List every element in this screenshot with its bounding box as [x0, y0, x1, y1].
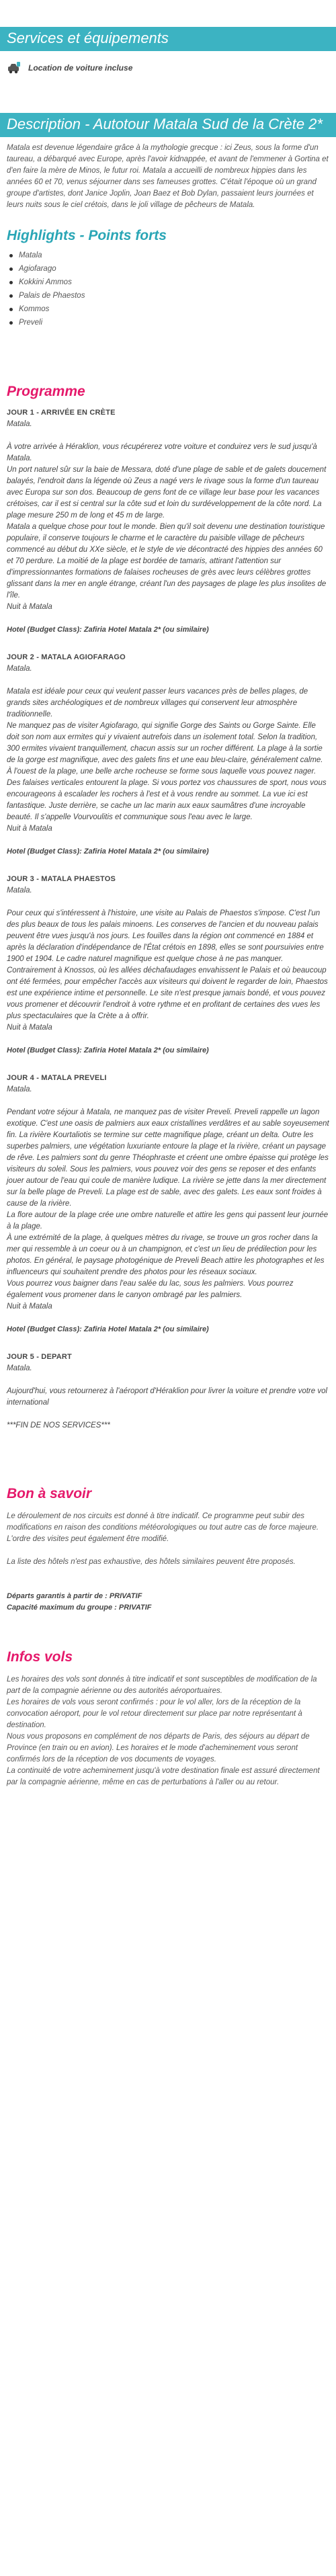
programme-title: Programme — [7, 384, 85, 399]
day-title: JOUR 5 - DEPART — [7, 1353, 72, 1361]
day-4 — [0, 1073, 336, 1335]
highlights-list — [0, 245, 336, 329]
day-5 — [0, 1352, 336, 1431]
day-location: Matala. — [7, 886, 32, 895]
group-capacity: Capacité maximum du groupe : PRIVATIF — [7, 1604, 152, 1612]
day-title: JOUR 1 - ARRIVÉE EN CRÈTE — [7, 409, 116, 417]
day-text: Pendant votre séjour à Matala, ne manquez pas de visiter Preveli. Preveli rappelle un lagon exotique. C'est une oasis de palmiers aux eaux cristallines verdâtres et au sable soyeusement fin. La rivière Kourtaliotis se termine sur cette magnifique plage, créant un delta. Outre les superbes palmiers, une végétation luxuriante entoure la plage et la rivière, créant un paysage de rêve. Les palmiers sont du genre Théophraste et créent une ombre épaisse qui protège les visiteurs du soleil. Sous les palmiers, vous pouvez voir des gens se reposer et des enfants jouer autour de l'eau qui coule de manière ludique. La rivière se jette dans la mer directement sur la belle plage de Preveli. La plage est de sable, avec des galets. Les eaux sont froides à cause de la rivière. La flore autour de la plage crée une ombre naturelle et attire les gens qui passent leur journée à la plage. À une extrémité de la plage, à quelques mètres du rivage, se trouve un gros rocher dans la mer qui ressemble à un coeur ou à un champignon, et c'est un lieu de prédilection pour les photos. En général, le paysage photogénique de Preveli Beach attire les photographes et les influenceurs qui souhaitent prendre des photos pour les réseaux sociaux. Vous pourrez vous baigner dans l'eau salée du lac, sous les palmiers. Vous pourrez également vous promener dans le canyon ombragé par les palmiers. Nuit à Matala — [7, 1108, 329, 1311]
bon-a-savoir-section — [0, 1485, 336, 1614]
list-item: Kommos — [19, 302, 329, 316]
day-text: Aujourd'hui, vous retournerez à l'aéroport d'Héraklion pour livrer la voiture et prendre votre vol international — [7, 1387, 328, 1407]
description-text: Matala est devenue légendaire grâce à la mythologie grecque : ici Zeus, sous la forme d'un taureau, a débarqué avec Europe, après l'avoir kidnappée, et avant de l'emmener à Gortina et d'en faire la mère de Minos, le futur roi. Matala a accueilli de nombreux hippies dans les années 60 et 70, venus séjourner dans ses fameuses grottes. C'était l'époque où un grand groupe d'artistes, dont Janice Joplin, Joan Baez et Bob Dylan, passaient leurs journées et leurs nuits sous le ciel crétois, dans le joli village de pêcheurs de Matala. — [7, 144, 329, 209]
day-3 — [0, 874, 336, 1056]
list-item: Palais de Phaestos — [19, 289, 329, 302]
infos-vols-title: Infos vols — [7, 1649, 73, 1665]
day-text: Pour ceux qui s'intéressent à l'histoire, une visite au Palais de Phaestos s'impose. C'est l'un des plus beaux de tous les palais minoens. Les conserves de l'ancien et du nouveau palais peuvent être vues jusqu'à nos jours. Les fouilles dans la région ont commencé en 1884 et après la déclaration d'indépendance de l'État crétois en 1898, elles se sont poursuivies entre 1900 et 1904. Le cadre naturel magnifique est quelque chose à ne pas manquer. Contrairement à Knossos, où les allées déchafaudages envahissent le Palais et où beaucoup ont été fermées, pour empêcher l'accès aux visiteurs qui doivent le regarder de loin, Phaestos est une expérience intime et personnelle. Le site n'est presque jamais bondé, et vous pouvez vous promener et découvrir l'endroit à votre rythme et en profitant de certaines des vues les plus spectaculaires que la Crète a à offrir. Nuit à Matala — [7, 909, 328, 1032]
day-hotel: Hotel (Budget Class): Zafiria Hotel Matala 2* (ou similaire) — [7, 1325, 209, 1333]
day-location: Matala. — [7, 665, 32, 673]
list-item: Matala — [19, 249, 329, 262]
list-item: Preveli — [19, 316, 329, 329]
guaranteed-departures: Départs garantis à partir de : PRIVATIF — [7, 1592, 142, 1600]
bon-a-savoir-text — [0, 1511, 336, 1568]
day-location: Matala. — [7, 1364, 32, 1372]
day-title: JOUR 2 - MATALA AGIOFARAGO — [7, 653, 126, 661]
day-location: Matala. — [7, 420, 32, 428]
day-text: Matala est idéale pour ceux qui veulent passer leurs vacances près de belles plages, de grands sites archéologiques et de nombreux villages qui conservent leur atmosphère traditionnelle. Ne manquez pas de visiter Agiofarago, qui signifie Gorge des Saints ou Gorge Sainte. Elle doit son nom aux ermites qui y vivaient autrefois dans un isolement total. Selon la tradition, 300 ermites vivaient tranquillement, chacun assis sur un rocher différent. La plage à la sortie de la gorge est magnifique, avec des galets fins et une eau bleu-claire, généralement calme. À l'ouest de la plage, une belle arche rocheuse se forme sous laquelle vous pouvez nager. Des falaises verticales entourent la plage. Si vous portez vos chaussures de sport, nous vous encourageons à escalader les rochers à l'est et à vous rendre au sommet. La vue ici est fantastique. Juste derrière, se cache un lac marin aux eaux saumâtres d'une incroyable beauté. Il s'appelle Vourvoulitis et communique sous l'eau avec le large. Nuit à Matala — [7, 688, 327, 833]
page — [0, 27, 336, 1815]
bon-a-savoir-title: Bon à savoir — [7, 1486, 92, 1501]
day-2 — [0, 652, 336, 858]
service-item — [0, 51, 336, 86]
services-title: Services et équipements — [0, 27, 336, 51]
infos-vols-section — [0, 1649, 336, 1788]
bon-a-savoir-paragraph: Le déroulement de nos circuits est donné à titre indicatif. Ce programme peut subir des modifications en raison des conditions météorologiques ou tout autre cas de force majeure. L'ordre des visites peut également être modifié. — [7, 1512, 319, 1543]
infos-vols-text: Les horaires des vols sont donnés à titre indicatif et sont susceptibles de modification de la part de la compagnie aérienne ou des autorités aéroportuaires. Les horaires de vols vous seront confirmés : pour le vol aller, lors de la réception de la convocation aéroport, pour le vol retour directement sur place par notre représentant à destination. Nous vous proposons en complément de nos départs de Paris, des séjours au départ de Province (en train ou en avion). Les horaires et le mode d'acheminement vous seront confirmés lors de la réception de vos documents de voyages. La continuité de votre acheminement jusqu'à votre destination finale est assuré directement par la compagnie aérienne, même en cas de perturbations à l'aller ou au retour. — [7, 1675, 320, 1786]
day-hotel: Hotel (Budget Class): Zafiria Hotel Matala 2* (ou similaire) — [7, 1046, 209, 1054]
bon-a-savoir-paragraph: La liste des hôtels n'est pas exhaustive, des hôtels similaires peuvent être proposés. — [7, 1558, 296, 1566]
day-1 — [0, 407, 336, 636]
day-hotel: Hotel (Budget Class): Zafiria Hotel Matala 2* (ou similaire) — [7, 847, 209, 856]
highlights-section — [0, 227, 336, 329]
programme-section — [0, 383, 336, 1431]
day-text: À votre arrivée à Héraklion, vous récupérerez votre voiture et conduirez vers le sud jusqu'à Matala. Un port naturel sûr sur la baie de Messara, doté d'une plage de sable et de galets doucement balayés, l'endroit dans la légende où Zeus a nagé vers le rivage sous la forme d'un taureau avec Europa sur son dos. Beaucoup de gens font de ce village leur base pour les vacances crétoises, car il est si central sur la côte sud et loin du surdéveloppement de la côte nord. La plage mesure 250 m de long et 45 m de large. Matala a quelque chose pour tout le monde. Bien qu'il soit devenu une destination touristique populaire, il conserve toujours le charme et le caractère du paisible village de pêcheurs commencé au début du XXe siècle, et le style de vie décontracté des hippies des années 60 et 70 perdure. La moitié de la plage est bordée de tamaris, attirant l'attention sur d'impressionnantes formations de falaises rocheuses de grès avec leurs célèbres grottes glissant dans la mer en angle étrange, créant l'un des paysages de plage les plus insolites de l'île. Nuit à Matala — [7, 443, 327, 611]
list-item: Agiofarago — [19, 262, 329, 276]
highlights-title: Highlights - Points forts — [7, 228, 167, 243]
day-title: JOUR 3 - MATALA PHAESTOS — [7, 875, 116, 883]
description-title: Description - Autotour Matala Sud de la Crète 2* — [0, 113, 336, 137]
car-rental-icon — [7, 60, 22, 75]
end-of-services: ***FIN DE NOS SERVICES*** — [7, 1421, 110, 1429]
departure-info — [0, 1591, 336, 1614]
list-item: Kokkini Ammos — [19, 276, 329, 289]
day-title: JOUR 4 - MATALA PREVELI — [7, 1074, 107, 1082]
service-label: Location de voiture incluse — [28, 63, 133, 73]
day-location: Matala. — [7, 1085, 32, 1093]
day-hotel: Hotel (Budget Class): Zafiria Hotel Matala 2* (ou similaire) — [7, 626, 209, 634]
